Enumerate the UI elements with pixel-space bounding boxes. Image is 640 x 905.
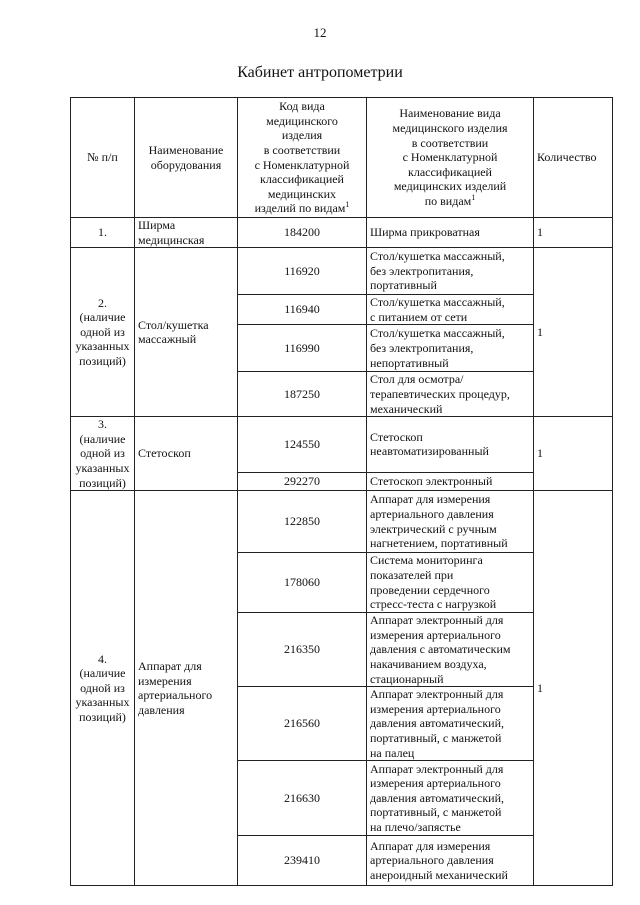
- device-kind: Аппарат электронный для измерения артериального давления автоматический, портативный, с манжетой на палец: [367, 687, 534, 761]
- header-kind: Наименование вида медицинского изделия в соответствии с Номенклатурной классификацией медицинских изделий по видам$^1$: [367, 98, 534, 218]
- device-code: 187250: [238, 372, 367, 417]
- device-kind: Стол/кушетка массажный, без электропитания, портативный: [367, 248, 534, 295]
- equipment-name: Стетоскоп: [135, 417, 238, 491]
- header-equipment: Наименование оборудования: [135, 98, 238, 218]
- device-kind: Стетоскоп неавтоматизированный: [367, 417, 534, 473]
- header-row: [71, 98, 613, 218]
- device-code: 184200: [238, 218, 367, 248]
- device-code: 116990: [238, 325, 367, 372]
- device-code: 178060: [238, 553, 367, 613]
- device-kind: Аппарат для измерения артериального давления электрический с ручным нагнетением, портативный: [367, 491, 534, 553]
- page-number: 12: [313, 25, 327, 40]
- row-number: 2. (наличие одной из указанных позиций): [71, 248, 135, 417]
- device-code: 116920: [238, 248, 367, 295]
- quantity: 1: [534, 218, 613, 248]
- table-row: [71, 491, 613, 553]
- device-code: 216350: [238, 613, 367, 687]
- device-kind: Стетоскоп электронный: [367, 472, 534, 490]
- table-row: [71, 218, 613, 248]
- device-kind: Аппарат электронный для измерения артериального давления с автоматическим накачиванием воздуха, стационарный: [367, 613, 534, 687]
- equipment-table: [70, 97, 613, 886]
- quantity: 1: [534, 491, 613, 886]
- equipment-name: Ширма медицинская: [135, 218, 238, 248]
- device-kind: Система мониторинга показателей при проведении сердечного стресс-теста с нагрузкой: [367, 553, 534, 613]
- device-code: 116940: [238, 295, 367, 325]
- page-title: Кабинет антропометрии: [237, 64, 403, 81]
- header-code: Код вида медицинского изделия в соответствии с Номенклатурной классификацией медицинских изделий по видам$^1$: [238, 98, 367, 218]
- row-number: 1.: [71, 218, 135, 248]
- device-kind: Стол/кушетка массажный, без электропитания, непортативный: [367, 325, 534, 372]
- table-row: [71, 417, 613, 473]
- row-number: 3. (наличие одной из указанных позиций): [71, 417, 135, 491]
- row-number: 4. (наличие одной из указанных позиций): [71, 491, 135, 886]
- device-code: 124550: [238, 417, 367, 473]
- header-num: № п/п: [71, 98, 135, 218]
- quantity: 1: [534, 417, 613, 491]
- device-kind: Аппарат электронный для измерения артериального давления автоматический, портативный, с манжетой на плечо/запястье: [367, 761, 534, 836]
- table-row: [71, 248, 613, 295]
- device-code: 216560: [238, 687, 367, 761]
- device-code: 239410: [238, 836, 367, 886]
- equipment-name: Аппарат для измерения артериального давления: [135, 491, 238, 886]
- device-kind: Стол для осмотра/ терапевтических процедур, механический: [367, 372, 534, 417]
- device-code: 292270: [238, 472, 367, 490]
- device-code: 216630: [238, 761, 367, 836]
- device-kind: Аппарат для измерения артериального давления анероидный механический: [367, 836, 534, 886]
- equipment-name: Стол/кушетка массажный: [135, 248, 238, 417]
- device-code: 122850: [238, 491, 367, 553]
- device-kind: Ширма прикроватная: [367, 218, 534, 248]
- quantity: 1: [534, 248, 613, 417]
- device-kind: Стол/кушетка массажный, с питанием от сети: [367, 295, 534, 325]
- header-qty: Количество: [534, 98, 613, 218]
